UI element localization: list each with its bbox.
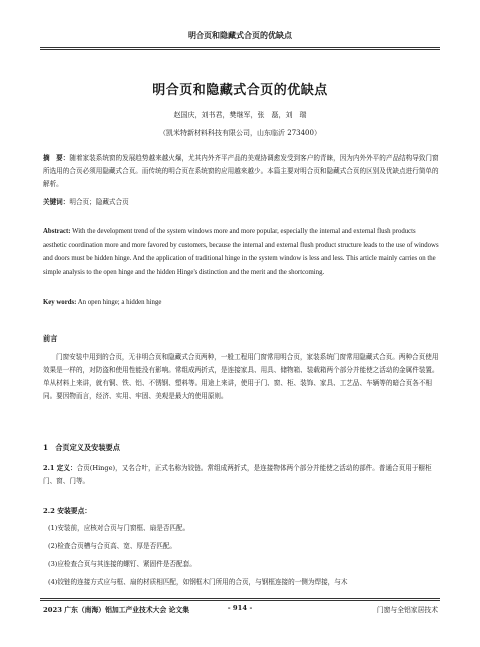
- section2-2-heading: 2.2 安装要点：: [43, 507, 92, 515]
- abstract-cn-label: 摘 要：: [43, 154, 70, 162]
- keywords-en-label: Key words:: [43, 299, 77, 306]
- paper-affiliation: （凯米特新材料科技有限公司，山东临沂 273400）: [159, 129, 321, 137]
- keywords-cn-text: 明合页；隐藏式合页: [69, 198, 129, 206]
- list-item: (1)安装前，应核对合页与门窗框、扇是否匹配。: [48, 524, 190, 532]
- definition-label: 2.1 定义：: [43, 464, 77, 472]
- abstract-cn: [43, 152, 440, 191]
- keywords-en: [43, 296, 440, 310]
- keywords-cn-label: 关键词：: [43, 198, 70, 206]
- header-rule-thin: [40, 49, 440, 50]
- list-item: (2)检查合页槽与合页高、宽、厚是否匹配。: [48, 542, 177, 550]
- abstract-en: [43, 225, 440, 279]
- section1-heading: 1 合页定义及安装要点: [43, 443, 120, 452]
- list-item: (4)铰链的连接方式应与框、扇的材质相匹配，如钢框木门所用的合页，与钢框连接的一侧为焊接，与木: [48, 578, 348, 586]
- preface-heading: 前言: [43, 334, 58, 343]
- paper-authors: 赵国庆，刘书君，樊继军，张 磊，刘 瑞: [173, 111, 307, 119]
- preface-text: 门窗安装中用到的合页，无非明合页和隐藏式合页两种，一般工程用门窗常用明合页，家装系统门窗常用隐藏式合页。两种合页使用效果是一样的，对防盗和使用性能没有影响。常组成两折式，是连接家具、用具、储物箱、装载箱两个部分并能使之活动的金属件装置。单从材料上来讲，就有铜、铁、铝、不锈钢、塑料等。用途上来讲，使用于门、窗、柜、装饰、家具、工艺品、车辆等的暗合页各不相同。要因物而言，经济、实用、牢固、美观是最大的使用原则。: [43, 353, 439, 400]
- footer-rule: [40, 598, 440, 599]
- footer-rule-thin: [40, 600, 440, 601]
- page-number: - 914 -: [227, 604, 253, 612]
- section1-definition: [43, 462, 440, 488]
- footer-section: 门窗与全铝家居技术: [376, 606, 438, 614]
- header-rule: [40, 47, 440, 48]
- running-header: 明合页和隐藏式合页的优缺点: [188, 30, 292, 40]
- abstract-cn-text: 随着家装系统窗的发展趋势越来越火爆，尤其内外齐平产品的美观协调愈发受到客户的青睐，因为内外外平的产品结构导致门窗所选用的合页必须用隐藏式合页。而传统的明合页在系统窗的应用越来越少。本篇主要对明合页和隐藏式合页的区别及优缺点进行简单的解析。: [43, 154, 439, 188]
- paper-title: 明合页和隐藏式合页的优缺点: [152, 83, 328, 98]
- abstract-en-text: With the development trend of the system windows more and more popular, especially the internal and external flush products aesthetic coordination more and more favored by customers, because the internal and external flush product structure leads to the use of windows and doors must be hidden hinge. And the application of traditional hinge in the system window is less and less. This article mainly carries on the simple analysis to the open hinge and the hidden Hinge's distinction and the merit and the shortcoming.: [43, 228, 439, 276]
- list-item: (3)应检查合页与其连接的螺钉、紧固件是否配套。: [48, 560, 196, 568]
- footer-proceedings: 2023 广东（南海）铝加工产业技术大会 论文集: [43, 606, 189, 614]
- keywords-cn: [43, 196, 440, 209]
- keywords-en-text: An open hinge; a hidden hinge: [77, 299, 162, 306]
- definition-text: 合页(Hinge)，又名合叶，正式名称为铰链。常组成两折式，是连接物体两个部分并能使之活动的部件。普通合页用于橱柜门、窗、门等。: [43, 464, 432, 485]
- abstract-en-label: Abstract:: [43, 228, 71, 235]
